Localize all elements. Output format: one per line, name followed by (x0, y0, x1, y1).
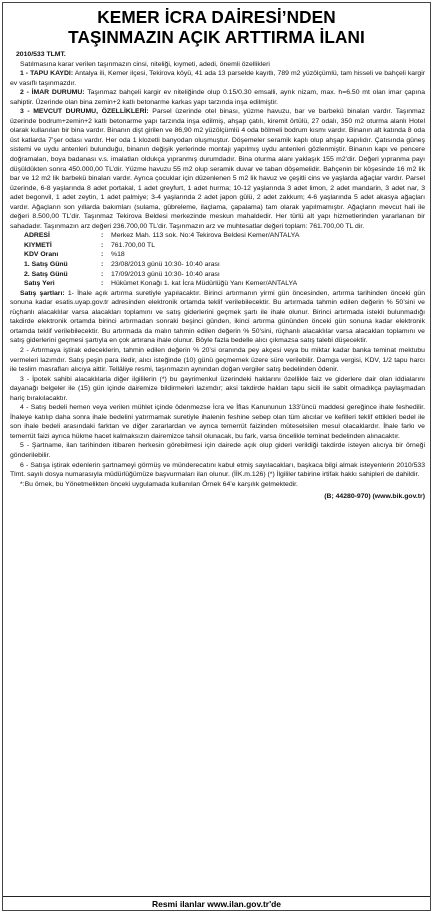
info-row: 2. Satış Günü : 17/09/2013 günü 10:30- 10:40 arası (24, 270, 299, 280)
info-value: 17/09/2013 günü 10:30- 10:40 arası (111, 270, 220, 278)
notice-page (2, 2, 431, 911)
info-row: 1. Satış Günü : 23/08/2013 günü 10:30- 10:40 arası (24, 260, 299, 270)
mevcut-label: 3 - MEVCUT DURUMU, ÖZELLİKLERİ: (20, 108, 149, 116)
info-value: 761.700,00 TL (111, 241, 156, 249)
imar-label: 2 - İMAR DURUMU: (20, 89, 85, 97)
mevcut-paragraph (10, 107, 425, 231)
condition-1-text: 1- İhale açık artırma suretiyle yapılacaktır. Birinci artırmanın yirmi gün öncesinden, artırma tarihinden önceki gün sonuna kadar esatis.uyap.gov.tr adresinden elektronik ortamda teklif verilebilecektir. Bu artırmada tahmin edilen değerin % 50’sini ve rüçhanlı alacaklılar varsa alacakları toplamını ve satış giderlerini geçmek şartı ile ihale olunur. Birinci artırmada istekli bulunmadığı takdirde elektronik ortamda birinci artırmadan sonraki beşinci günden, ikinci artırma gününden önceki gün sonuna kadar elektronik ortamda teklif verilebilecektir. Bu artırmada da malın tahmin edilen değerin % 50’sini, rüçhanlı alacaklılar varsa alacakları toplamını ve satış giderlerini geçmesi şartıyla en çok artırana ihale olunur. Böyle fazla bedelle alıcı çıkmazsa satış talebi düşecektir. (10, 289, 425, 345)
imar-paragraph (10, 88, 425, 107)
condition-4: 4 - Satış bedeli hemen veya verilen mühlet içinde ödenmezse İcra ve İflas Kanununun 133’üncü maddesi gereğince ihale feshedilir. İhaleye katılıp daha sonra ihale bedelini yatırmamak suretiyle ihalenin feshine sebep olan tüm alıcılar ve kefilleri teklif ettikleri bedel ile son ihale bedeli arasındaki farktan ve diğer zararlardan ve ayrıca temerrüt faizinden müteselsilen mesul olacaklardır. İhale farkı ve temerrüt faizi ayrıca hükme hacet kalmaksızın dairemizce tahsil olunacak, bu fark, varsa öncelikle teminat bedelinden alınacaktır. (10, 404, 425, 440)
info-label: Satış Yeri (24, 280, 55, 288)
source-reference: (B; 44280-970) (www.bik.gov.tr) (324, 493, 425, 501)
conditions-label: Satış şartları: (20, 289, 65, 297)
condition-5: 5 - Şartname, ilan tarihinden itibaren herkesin görebilmesi için dairede açık olup gideri verildiği takdirde isteyen alıcıya bir örneği gönderilebilir. (10, 442, 425, 459)
info-value: Hükümet Konağı 1. kat İcra Müdürlüğü Yanı Kemer/ANTALYA (111, 280, 298, 288)
condition-6: 6 - Satışa iştirak edenlerin şartnameyi görmüş ve münderecatını kabul etmiş sayılacakları, başkaca bilgi almak isteyenlerin 2010/533 Tlmt. sayılı dosya numarasıyla müdürlüğümüze başvurmaları ilan olunur. (İİK.m.126) (*) İlgililer tabirine irtifak hakkı sahipleri de dahildir. (10, 461, 425, 479)
info-row: Satış Yeri : Hükümet Konağı 1. kat İcra Müdürlüğü Yanı Kemer/ANTALYA (24, 279, 299, 289)
sale-info-table (24, 231, 299, 288)
info-row: KIYMETİ : 761.700,00 TL (24, 241, 299, 251)
intro-text: Satılmasına karar verilen taşınmazın cinsi, niteliği, kıymeti, adedi, önemli özellikleri (20, 60, 270, 68)
footer-link[interactable]: Resmi ilanlar www.ilan.gov.tr'de (3, 896, 430, 909)
info-value: Merkez Mah. 113 sok. No:4 Tekirova Beldesi Kemer/ANTALYA (111, 232, 300, 240)
tapu-paragraph (10, 69, 425, 88)
condition-1 (10, 289, 425, 346)
info-label: 1. Satış Günü (24, 261, 68, 269)
info-row: ADRESİ : Merkez Mah. 113 sok. No:4 Tekirova Beldesi Kemer/ANTALYA (24, 232, 300, 240)
info-row: KDV Oranı : %18 (24, 250, 299, 260)
condition-3: 3 - İpotek sahibi alacaklılarla diğer ilgililerin (*) bu gayrimenkul üzerindeki haklarını özellikle faiz ve giderlere dair olan iddialarını dayanağı belgeler ile (15) gün içinde dairemize bildirmeleri lazımdır; aksi takdirde hakları tapu sicili ile sabit olmadıkça paylaşmadan hariç bırakılacaktır. (10, 375, 425, 402)
imar-text: Taşınmaz bahçeli kargir ev niteliğinde olup 0.15/0.30 emsalli, ayrık nizam, max. h=6.50 mt olan imar çapına sahiptir. Üzerinde olan bina zemin+2 katlı betonarme karkas yapı tarzında inşa edilmiştir. (10, 89, 426, 106)
info-label: ADRESİ (24, 232, 50, 240)
notice-body (3, 50, 430, 502)
info-label: KDV Oranı (24, 251, 59, 259)
mevcut-text: Parsel üzerinde otel binası, yüzme havuzu, bar ve barbekü binaları vardır. Taşınmaz üzerinde bodrum+zemin+2 katlı betonarme yapı tarzında inşa edilmiş, ahşap çatılı, kiremit örtülü, 27 odalı, 350 m2 oturma alanlı Hotel olarak kullanılan bir bina vardır. Binanın dişt girilen ve 86,90 m2 yüzölçümlü 4 oda bölmeli bodrum kısmı vardır. Binanın alt katında 8 oda üst katlarda 7’şer odası vardır. Her oda 1 klozetli banyodan oluşmuştur. Döşemeler seramik kaplı olup ahşap kapılıdır. Çatısında güneş sistemi ve uydu antenleri bulunduğu, binanın değişik yerlerinde montajı yapılmış uydu antenleri gözlenmiştir. Binanın kapı ve pencere doğramaları, boya badanası v.s. imalatları oldukça yıpranmış durumdadır. Bina oturma alanı yaklaşık 155 m2’dir. Değeri yıpranma payı düşüldükten sonra 450.000,00 TL’dir. Yüzme havuzu 55 m2 olup seramik duvar ve taban döşemelidir. Bahçenin bir köşesinde 16 m2 lik bar ve 12 m2 lik barbekü binaları vardır. Ayrıca çocuklar için düzenlenen 5 m2 lik havuz ve çeşitli cins ve yaşlarda ağaçlar vardır. Parsel üzerinde, 6-8 yaşlarında 8 adet portakal, 1 adet greyfurt, 1 adet hurma; 10-12 yaşlarında 3 adet limon, 2 adet mandarin, 3 adet nar, 3 adet begonvil, 1 adet zeytin, 1 adet palmiye; 3-4 yaşlarında 2 adet japon gülü, 2 adet zakkum; 4-6 yaşlarında 5 adet akasya ağaçları vardır. Ağaçların son yıllarda bakımları (sulama, gübreleme, ilaçlama, çapalama) tam olarak yapılmamıştır. Ağaçların mevcut hali ile değeri 8.500,00 TL’dir. Taşınmaz Tekirova Beldesi merkezinde meskun mahaldedir. Her türlü alt yapı hizmetlerinden yararlanan bir sahadadır. Taşınmazın arz değeri 236.700,00 TL’dir. Taşınmazın arz ve muhtesatlar değeri toplam: 761.700,00 TL dir. (10, 108, 425, 230)
case-reference: 2010/533 TLMT. (16, 51, 66, 58)
tapu-label: 1 - TAPU KAYDI: (20, 70, 74, 78)
footnote: *:Bu örnek, bu Yönetmelikten önceki uygulamada kullanılan Örnek 64’e karşılık gelmektedir. (20, 480, 298, 488)
info-value: 23/08/2013 günü 10:30- 10:40 arası (111, 261, 220, 269)
tapu-text: Antalya ili, Kemer ilçesi, Tekirova köyü, 41 ada 13 parselde kayıtlı, 789 m2 yüzölçümlü, tam hisseli ve bahçeli kargir ev vasıflı taşınmazdır. (10, 70, 425, 87)
notice-title-line2: TAŞINMAZIN AÇIK ARTTIRMA İLANI (68, 27, 365, 47)
condition-2: 2 - Artırmaya iştirak edeceklerin, tahmin edilen değerin % 20’si oranında pey akçesi veya bu miktar kadar banka teminat mektubu vermeleri lazımdır. Satış peşin para iledir, alıcı isteğinde (10) günü geçmemek üzere süre verilebilir. Damga vergisi, KDV, 1/2 tapu harcı ile teslim masrafları alıcıya aittir. Tellâliye resmi, taşınmazın aynından doğan vergiler satış bedelinden ödenir. (10, 346, 425, 374)
info-label: 2. Satış Günü (24, 270, 68, 278)
info-label: KIYMETİ (24, 241, 52, 249)
notice-title-line1: KEMER İCRA DAİRESİ’NDEN (97, 7, 336, 27)
info-value: %18 (111, 251, 125, 259)
